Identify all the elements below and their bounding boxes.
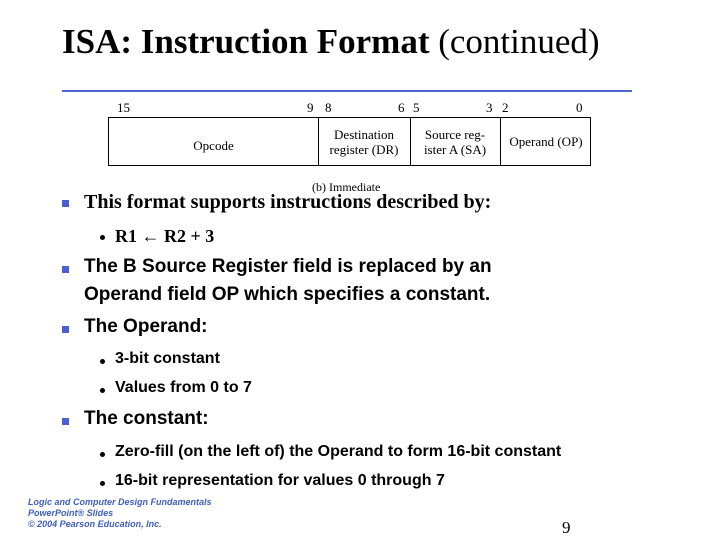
square-bullet-icon [62,200,69,207]
bullet-the-operand: The Operand: [84,316,208,337]
bit-label-6: 6 [398,100,405,115]
title-underline [62,90,632,92]
dot-bullet-icon [100,235,105,240]
footer-line3: © 2004 Pearson Education, Inc. [28,519,162,529]
sa-field [410,118,500,165]
footer-line2: PowerPoint® Slides [28,508,114,518]
op-field [500,118,592,165]
footer-line1: Logic and Computer Design Fundamentals [28,497,212,507]
footer-credits [28,497,212,530]
dr-label-line2: register (DR) [329,141,399,157]
square-bullet-icon [62,266,69,273]
bit-label-8: 8 [325,100,332,115]
square-bullet-icon [62,418,69,425]
slide-title-main: ISA: Instruction Format [62,22,430,61]
bit-label-2: 2 [502,100,509,115]
bit-label-9: 9 [307,100,314,115]
bullet-b-source-replaced-line1: The B Source Register field is replaced by an [84,256,492,277]
instruction-format-box [108,117,591,166]
sub-bullet-3bit-constant: 3-bit constant [115,350,220,367]
slide-title [62,22,600,62]
dot-bullet-icon [100,452,105,457]
opcode-field [109,118,318,165]
format-caption: (b) Immediate [312,180,381,194]
bit-label-3: 3 [486,100,493,115]
bullet-the-constant: The constant: [84,408,209,429]
dr-label-line1: Destination [334,126,394,142]
bit-label-0: 0 [576,100,583,115]
sub-bullet-r1-expression: R1 ← R2 + 3 [115,226,215,246]
sub-bullet-values-range: Values from 0 to 7 [115,379,252,396]
page-number: 9 [562,518,571,537]
bit-label-15: 15 [117,100,130,115]
sub-bullet-zero-fill: Zero-fill (on the left of) the Operand to form 16-bit constant [115,443,562,460]
bullet-supports-instructions: This format supports instructions described by: [84,191,492,213]
slide-title-continued: (continued) [438,22,600,61]
bullet-b-source-replaced-line2: Operand field OP which specifies a constant. [84,284,491,305]
dot-bullet-icon [100,359,105,364]
op-label: Operand (OP) [509,134,583,149]
dr-field [318,118,410,165]
bit-label-5: 5 [413,100,420,115]
opcode-label: Opcode [193,138,234,153]
sa-label-line1: Source reg- [424,126,486,142]
dot-bullet-icon [100,481,105,486]
dot-bullet-icon [100,388,105,393]
sa-label-line2: ister A (SA) [423,141,487,157]
sub-bullet-16bit-representation: 16-bit representation for values 0 through 7 [115,472,445,489]
square-bullet-icon [62,326,69,333]
